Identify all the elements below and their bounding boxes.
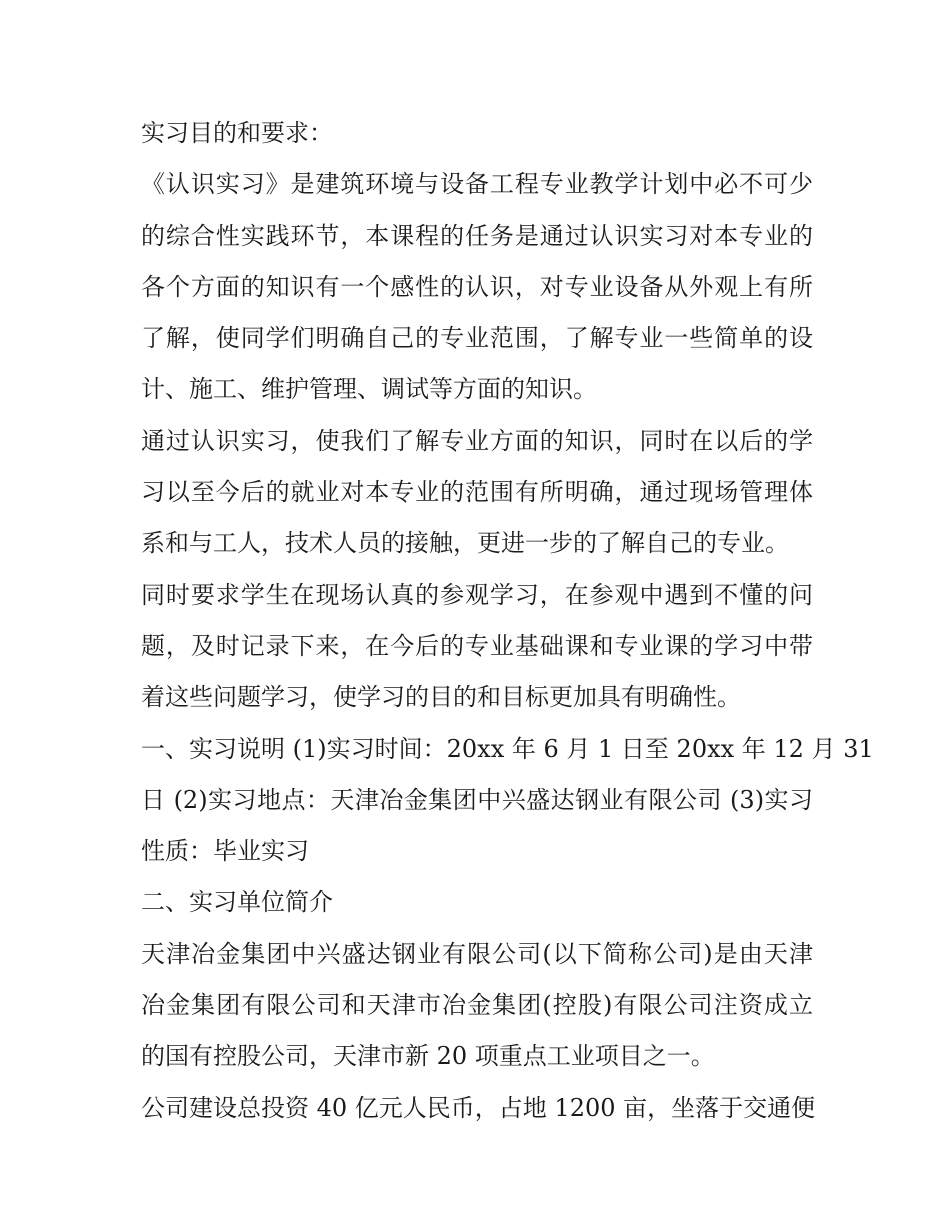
paragraph-line: 题，及时记录下来，在今后的专业基础课和专业课的学习中带 bbox=[141, 631, 813, 660]
paragraph-line: 各个方面的知识有一个感性的认识，对专业设备从外观上有所 bbox=[141, 272, 813, 301]
paragraph-line: 系和与工人，技术人员的接触，更进一步的了解自己的专业。 bbox=[141, 529, 789, 558]
section-practice-info-line: 性质：毕业实习 bbox=[141, 837, 309, 866]
heading-company-intro: 二、实习单位简介 bbox=[141, 888, 333, 917]
paragraph-line: 习以至今后的就业对本专业的范围有所明确，通过现场管理体 bbox=[141, 478, 813, 507]
paragraph-line: 了解，使同学们明确自己的专业范围，了解专业一些简单的设 bbox=[141, 324, 813, 353]
paragraph-line: 着这些问题学习，使学习的目的和目标更加具有明确性。 bbox=[141, 683, 741, 712]
paragraph-line: 的国有控股公司，天津市新 20 项重点工业项目之一。 bbox=[141, 1042, 715, 1071]
paragraph-line: 冶金集团有限公司和天津市冶金集团(控股)有限公司注资成立 bbox=[141, 991, 813, 1020]
section-practice-info-line: 一、实习说明 (1)实习时间：20xx 年 6 月 1 日至 20xx 年 12 月 31 bbox=[141, 734, 874, 763]
paragraph-line: 通过认识实习，使我们了解专业方面的知识，同时在以后的学 bbox=[141, 426, 813, 455]
paragraph-line: 的综合性实践环节，本课程的任务是通过认识实习对本专业的 bbox=[141, 221, 813, 250]
heading-purpose: 实习目的和要求： bbox=[141, 119, 333, 147]
paragraph-line: 天津冶金集团中兴盛达钢业有限公司(以下简称公司)是由天津 bbox=[141, 939, 813, 968]
paragraph-line: 计、施工、维护管理、调试等方面的知识。 bbox=[141, 375, 597, 404]
paragraph-line: 公司建设总投资 40 亿元人民币，占地 1200 亩，坐落于交通便 bbox=[141, 1093, 816, 1122]
section-practice-info-line: 日 (2)实习地点：天津冶金集团中兴盛达钢业有限公司 (3)实习 bbox=[141, 785, 813, 814]
paragraph-line: 《认识实习》是建筑环境与设备工程专业教学计划中必不可少 bbox=[141, 170, 813, 199]
paragraph-line: 同时要求学生在现场认真的参观学习，在参观中遇到不懂的问 bbox=[141, 580, 813, 609]
document-body bbox=[141, 108, 874, 1134]
